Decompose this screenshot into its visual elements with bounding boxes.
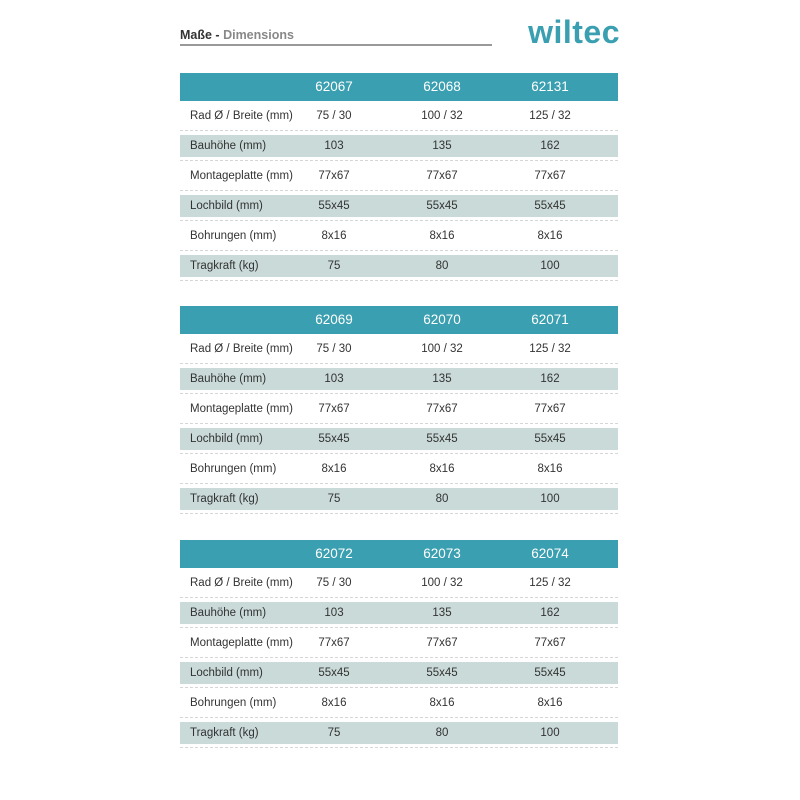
table-cell: 135 [432, 373, 452, 385]
table-cell: 100 / 32 [421, 577, 463, 589]
table-cell: 8x16 [537, 463, 563, 475]
table-row [180, 364, 618, 394]
table-cell: 77x67 [318, 170, 350, 182]
table-cell: 77x67 [426, 403, 458, 415]
table-cell: 103 [324, 607, 344, 619]
table-cell: 75 / 30 [316, 343, 352, 355]
table-cell: 8x16 [429, 697, 455, 709]
table-cell: 55x45 [318, 200, 350, 212]
table-row [180, 598, 618, 628]
table-cell: 162 [540, 373, 560, 385]
model-number-header: 62070 [423, 312, 461, 327]
table-cell: 75 / 30 [316, 110, 352, 122]
table-row [180, 191, 618, 221]
model-number-header: 62071 [531, 312, 569, 327]
row-label: Bauhöhe (mm) [190, 140, 267, 152]
table-cell: 8x16 [321, 697, 347, 709]
table-cell: 55x45 [426, 433, 458, 445]
table-cell: 55x45 [534, 200, 566, 212]
table-row [180, 718, 618, 748]
table-cell: 103 [324, 373, 344, 385]
table-cell: 77x67 [534, 637, 566, 649]
table-cell: 77x67 [534, 170, 566, 182]
table-cell: 135 [432, 140, 452, 152]
table-cell: 55x45 [318, 433, 350, 445]
table-row [180, 334, 618, 364]
table-cell: 100 / 32 [421, 343, 463, 355]
brand-logo: wiltec [528, 14, 620, 50]
table-cell: 80 [435, 493, 449, 505]
spec-table [180, 306, 618, 514]
table-cell: 55x45 [534, 667, 566, 679]
table-row [180, 688, 618, 718]
table-header-row [180, 306, 618, 334]
table-cell: 162 [540, 140, 560, 152]
model-number-header: 62067 [315, 79, 353, 94]
table-cell: 8x16 [537, 697, 563, 709]
row-label: Tragkraft (kg) [190, 260, 259, 272]
table-row [180, 484, 618, 514]
table-cell: 125 / 32 [529, 577, 571, 589]
model-number-header: 62068 [423, 79, 461, 94]
table-cell: 100 [540, 493, 560, 505]
page-header [180, 14, 620, 50]
title-english: Dimensions [223, 28, 294, 42]
model-number-header: 62074 [531, 546, 569, 561]
table-cell: 103 [324, 140, 344, 152]
table-cell: 55x45 [426, 667, 458, 679]
table-cell: 80 [435, 260, 449, 272]
table-cell: 8x16 [321, 230, 347, 242]
row-label: Montageplatte (mm) [190, 403, 293, 415]
row-label: Bohrungen (mm) [190, 697, 277, 709]
title-separator: - [211, 28, 224, 42]
table-cell: 75 [327, 727, 341, 739]
table-row [180, 101, 618, 131]
table-row [180, 658, 618, 688]
table-cell: 80 [435, 727, 449, 739]
table-row [180, 454, 618, 484]
table-cell: 8x16 [321, 463, 347, 475]
title-underline [180, 44, 492, 46]
table-cell: 75 [327, 493, 341, 505]
table-cell: 8x16 [429, 230, 455, 242]
table-cell: 55x45 [534, 433, 566, 445]
table-cell: 55x45 [318, 667, 350, 679]
table-row [180, 628, 618, 658]
table-cell: 8x16 [429, 463, 455, 475]
table-cell: 125 / 32 [529, 110, 571, 122]
table-cell: 125 / 32 [529, 343, 571, 355]
table-cell: 100 [540, 727, 560, 739]
model-number-header: 62069 [315, 312, 353, 327]
table-cell: 77x67 [534, 403, 566, 415]
table-cell: 8x16 [537, 230, 563, 242]
table-cell: 77x67 [426, 637, 458, 649]
row-label: Lochbild (mm) [190, 667, 263, 679]
row-label: Montageplatte (mm) [190, 637, 293, 649]
row-label: Lochbild (mm) [190, 200, 263, 212]
row-label: Bauhöhe (mm) [190, 607, 267, 619]
table-header-row [180, 540, 618, 568]
table-cell: 100 [540, 260, 560, 272]
model-number-header: 62073 [423, 546, 461, 561]
table-row [180, 251, 618, 281]
row-label: Montageplatte (mm) [190, 170, 293, 182]
table-row [180, 394, 618, 424]
row-label: Lochbild (mm) [190, 433, 263, 445]
row-label: Bohrungen (mm) [190, 463, 277, 475]
title-german: Maße [180, 28, 212, 42]
table-row [180, 424, 618, 454]
row-label: Rad Ø / Breite (mm) [190, 343, 293, 355]
table-cell: 77x67 [426, 170, 458, 182]
table-cell: 135 [432, 607, 452, 619]
table-cell: 75 / 30 [316, 577, 352, 589]
row-label: Tragkraft (kg) [190, 727, 259, 739]
model-number-header: 62072 [315, 546, 353, 561]
table-cell: 77x67 [318, 403, 350, 415]
table-cell: 77x67 [318, 637, 350, 649]
table-row [180, 131, 618, 161]
row-label: Bauhöhe (mm) [190, 373, 267, 385]
table-cell: 100 / 32 [421, 110, 463, 122]
table-cell: 75 [327, 260, 341, 272]
table-cell: 162 [540, 607, 560, 619]
table-row [180, 221, 618, 251]
model-number-header: 62131 [531, 79, 569, 94]
table-cell: 55x45 [426, 200, 458, 212]
row-label: Bohrungen (mm) [190, 230, 277, 242]
spec-table [180, 540, 618, 748]
spec-table [180, 73, 618, 281]
table-header-row [180, 73, 618, 101]
row-label: Tragkraft (kg) [190, 493, 259, 505]
table-row [180, 161, 618, 191]
row-label: Rad Ø / Breite (mm) [190, 577, 293, 589]
page-title [180, 28, 294, 42]
table-row [180, 568, 618, 598]
row-label: Rad Ø / Breite (mm) [190, 110, 293, 122]
